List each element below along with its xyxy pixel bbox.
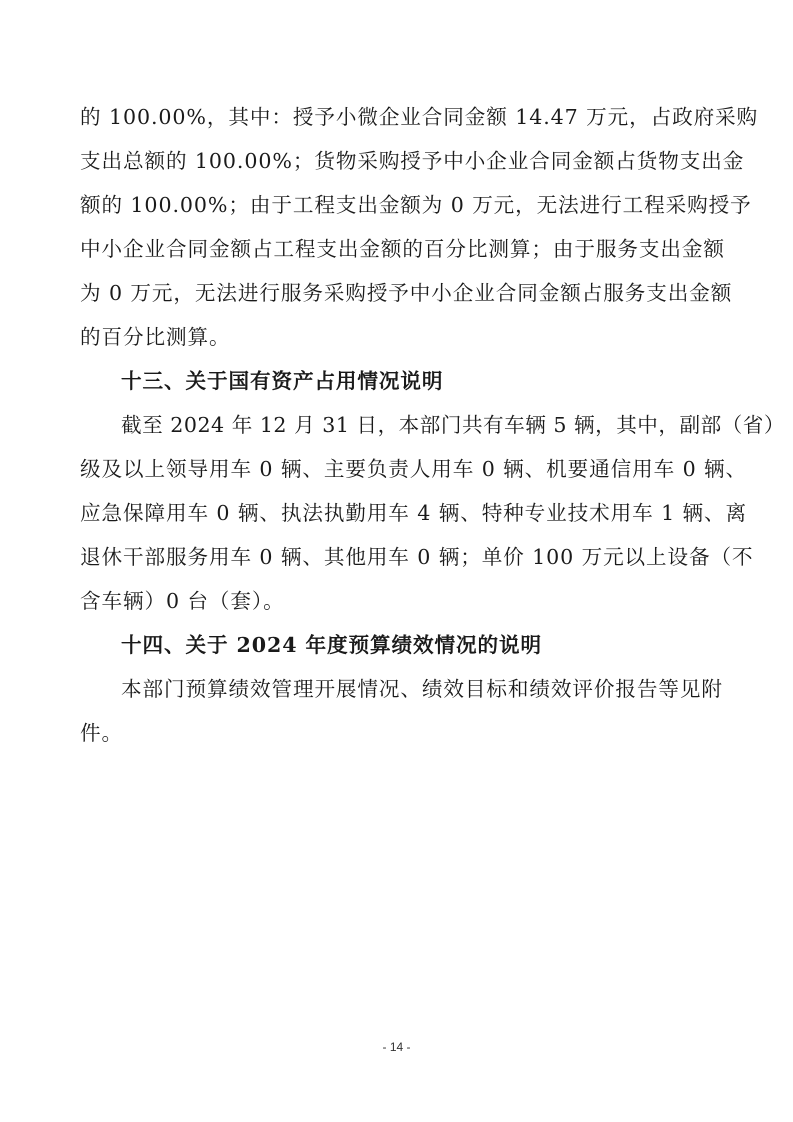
text-line: 截至 2024 年 12 月 31 日，本部门共有车辆 5 辆，其中，副部（省） bbox=[121, 413, 785, 437]
text-line: 应急保障用车 0 辆、执法执勤用车 4 辆、特种专业技术用车 1 辆、离 bbox=[80, 501, 748, 525]
text-line: 级及以上领导用车 0 辆、主要负责人用车 0 辆、机要通信用车 0 辆、 bbox=[80, 457, 748, 481]
text-line: 支出总额的 100.00%；货物采购授予中小企业合同金额占货物支出金 bbox=[80, 149, 745, 173]
section-13-heading: 十三、关于国有资产占用情况说明 bbox=[121, 369, 444, 393]
text-line: 退休干部服务用车 0 辆、其他用车 0 辆；单价 100 万元以上设备（不 bbox=[80, 545, 754, 569]
text-line: 为 0 万元，无法进行服务采购授予中小企业合同金额占服务支出金额 bbox=[80, 281, 733, 305]
text-line: 件。 bbox=[80, 721, 123, 745]
text-line: 中小企业合同金额占工程支出金额的百分比测算；由于服务支出金额 bbox=[80, 237, 725, 261]
text-line: 额的 100.00%；由于工程支出金额为 0 万元，无法进行工程采购授予 bbox=[80, 193, 752, 217]
section-14-heading: 十四、关于 2024 年度预算绩效情况的说明 bbox=[121, 633, 542, 657]
text-line: 的百分比测算。 bbox=[80, 325, 231, 349]
text-line: 本部门预算绩效管理开展情况、绩效目标和绩效评价报告等见附 bbox=[121, 677, 723, 701]
text-line: 含车辆）0 台（套）。 bbox=[80, 589, 285, 613]
text-line: 的 100.00%，其中：授予小微企业合同金额 14.47 万元，占政府采购 bbox=[80, 105, 759, 129]
page-number: - 14 - bbox=[382, 1040, 411, 1054]
